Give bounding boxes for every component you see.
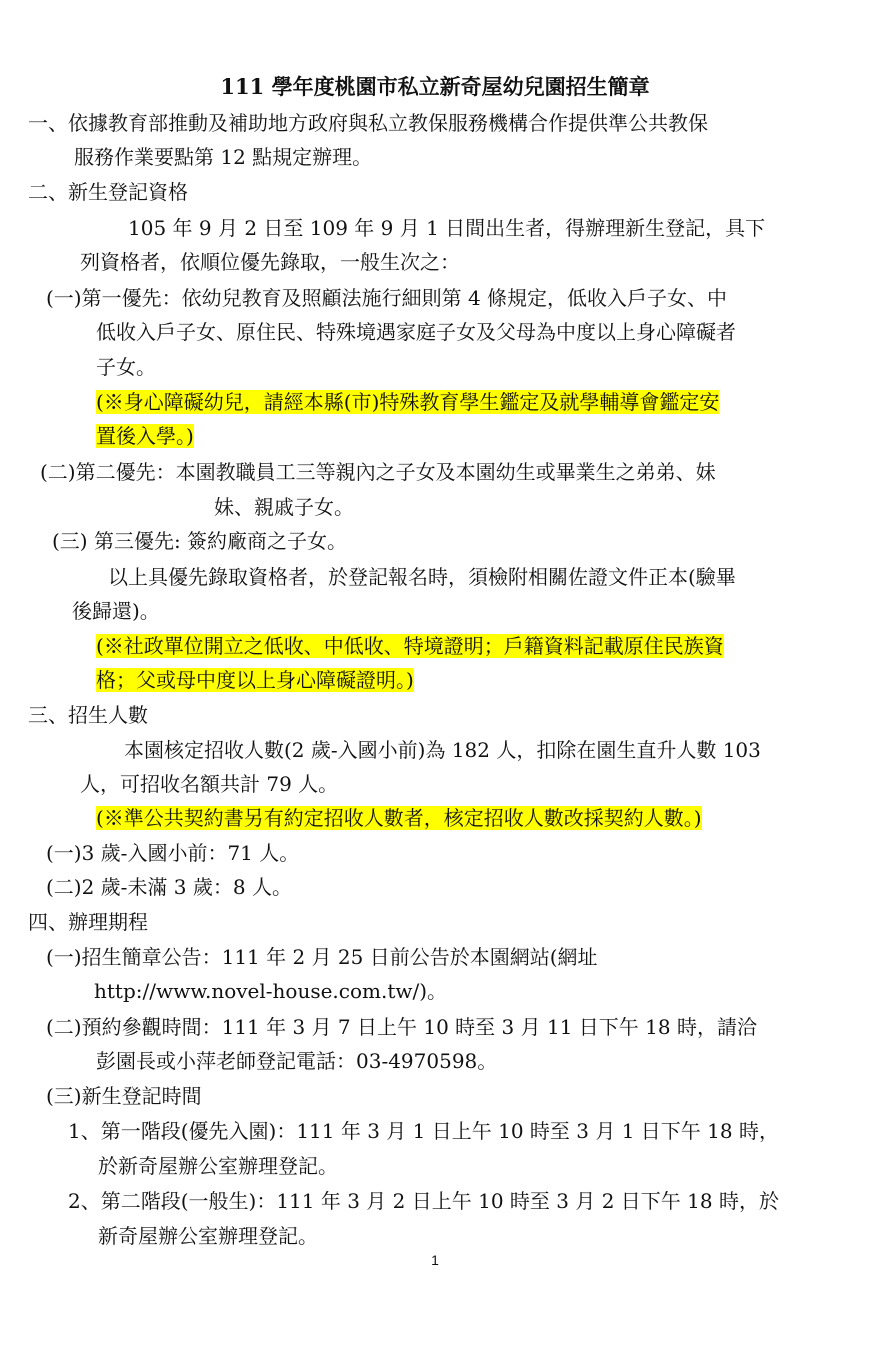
disability-note-line1	[96, 385, 719, 419]
documents-line1: 以上具優先錄取資格者，於登記報名時，須檢附相關佐證文件正本(驗畢	[108, 565, 736, 589]
visit-line1: (二)預約參觀時間：111 年 3 月 7 日上午 10 時至 3 月 11 日下午 18 時，請洽	[46, 1015, 757, 1039]
disability-note-line2	[96, 419, 194, 453]
section2-heading: 二、新生登記資格	[28, 180, 188, 204]
visit-line2: 彭園長或小萍老師登記電話：03-4970598。	[96, 1049, 498, 1073]
announcement-line2: http://www.novel-house.com.tw/)。	[94, 979, 448, 1003]
announcement-line1: (一)招生簡章公告：111 年 2 月 25 日前公告於本園網站(網址	[46, 945, 598, 969]
enrollment-line1: 本園核定招收人數(2 歲-入國小前)為 182 人，扣除在園生直升人數 103	[124, 738, 761, 762]
priority1-line2: 低收入戶子女、原住民、特殊境遇家庭子女及父母為中度以上身心障礙者	[96, 320, 736, 344]
section1-line1: 一、依據教育部推動及補助地方政府與私立教保服務機構合作提供準公共教保	[28, 111, 708, 135]
section2-intro-line1: 105 年 9 月 2 日至 109 年 9 月 1 日間出生者，得辦理新生登記，具下	[128, 216, 766, 240]
proof-note-line1	[96, 629, 724, 663]
quota-age3: (一)3 歲-入國小前：71 人。	[46, 841, 300, 865]
section4-heading: 四、辦理期程	[28, 910, 148, 934]
section2-intro-line2: 列資格者，依順位優先錄取，一般生次之：	[80, 250, 460, 274]
highlighted-text: (※社政單位開立之低收、中低收、特境證明；戶籍資料記載原住民族資	[96, 634, 724, 658]
highlighted-text: (※身心障礙幼兒，請經本縣(市)特殊教育學生鑑定及就學輔導會鑑定安	[96, 390, 720, 414]
document-title: 111 學年度桃園市私立新奇屋幼兒園招生簡章	[220, 74, 650, 99]
priority2-line2: 妹、親戚子女。	[214, 495, 354, 519]
stage1-line2: 於新奇屋辦公室辦理登記。	[98, 1154, 338, 1178]
stage2-line2: 新奇屋辦公室辦理登記。	[98, 1224, 318, 1248]
quota-age2: (二)2 歲-未滿 3 歲：8 人。	[46, 875, 292, 899]
page-number: 1	[431, 1252, 439, 1268]
registration-heading: (三)新生登記時間	[46, 1084, 202, 1108]
contract-note	[96, 801, 702, 835]
proof-note-line2	[96, 663, 414, 697]
section3-heading: 三、招生人數	[28, 703, 148, 727]
stage2-line1: 2、第二階段(一般生)：111 年 3 月 2 日上午 10 時至 3 月 2 日下午 18 時，於	[68, 1189, 779, 1213]
priority1-line3: 子女。	[96, 355, 156, 379]
documents-line2: 後歸還)。	[72, 599, 160, 623]
highlighted-text: (※準公共契約書另有約定招收人數者，核定招收人數改採契約人數。)	[96, 806, 702, 830]
highlighted-text: 置後入學。)	[96, 424, 194, 448]
stage1-line1: 1、第一階段(優先入園)：111 年 3 月 1 日上午 10 時至 3 月 1 日下午 18 時，	[68, 1119, 779, 1143]
priority2-line1: (二)第二優先：本園教職員工三等親內之子女及本園幼生或畢業生之弟弟、妹	[40, 460, 716, 484]
highlighted-text: 格；父或母中度以上身心障礙證明。)	[96, 668, 414, 692]
priority1-line1: (一)第一優先：依幼兒教育及照顧法施行細則第 4 條規定，低收入戶子女、中	[46, 286, 728, 310]
section1-line2: 服務作業要點第 12 點規定辦理。	[74, 145, 373, 169]
priority3: (三) 第三優先: 簽約廠商之子女。	[52, 529, 348, 553]
enrollment-line2: 人，可招收名額共計 79 人。	[80, 772, 339, 796]
